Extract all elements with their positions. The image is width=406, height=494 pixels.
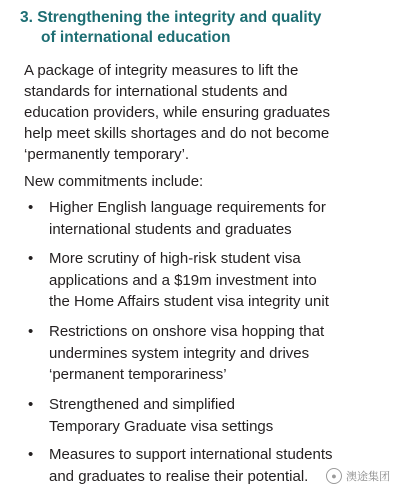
list-item-line: ‘permanent temporariness’ bbox=[49, 366, 227, 383]
list-item-line: the Home Affairs student visa integrity unit bbox=[49, 293, 329, 310]
commitments-label: New commitments include: bbox=[24, 173, 204, 190]
watermark bbox=[326, 468, 390, 484]
list-item-line: applications and a $19m investment into bbox=[49, 271, 317, 289]
watermark-text: 澳途集团 bbox=[346, 471, 390, 483]
intro-line: education providers, while ensuring graduates bbox=[24, 104, 331, 121]
chat-bubble-icon: ● bbox=[326, 468, 342, 484]
list-item-line: More scrutiny of high-risk student visa bbox=[49, 250, 301, 267]
list-item-line: Temporary Graduate visa settings bbox=[49, 417, 274, 435]
bullet-icon: • bbox=[28, 199, 34, 216]
bullet-icon: • bbox=[28, 323, 34, 340]
section-heading bbox=[20, 8, 400, 48]
intro-line: standards for international students and bbox=[24, 83, 288, 100]
list-item-line: and graduates to realise their potential. bbox=[49, 467, 309, 485]
list-item-line: Measures to support international students bbox=[49, 446, 333, 463]
list-item-line: Strengthened and simplified bbox=[49, 396, 235, 413]
list-item-line: Higher English language requirements for bbox=[49, 199, 326, 216]
list-item-line: Restrictions on onshore visa hopping that bbox=[49, 323, 325, 340]
bullet-icon: • bbox=[28, 396, 34, 413]
intro-line: ‘permanently temporary’. bbox=[24, 146, 190, 163]
intro-line: A package of integrity measures to lift the bbox=[24, 62, 299, 79]
section-heading-line-2: of international education bbox=[41, 29, 231, 46]
section-heading-line-1: 3. Strengthening the integrity and quality bbox=[20, 9, 322, 26]
intro-line: help meet skills shortages and do not become bbox=[24, 125, 330, 142]
intro-paragraph bbox=[24, 60, 394, 165]
bullet-icon: • bbox=[28, 446, 34, 463]
list-item-line: undermines system integrity and drives bbox=[49, 344, 310, 362]
bullet-icon: • bbox=[28, 250, 34, 267]
list-item-line: international students and graduates bbox=[49, 220, 292, 238]
